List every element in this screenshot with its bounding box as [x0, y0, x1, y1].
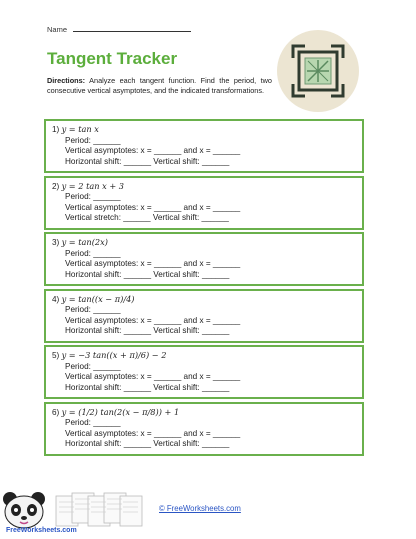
transformation-prompt[interactable]: Horizontal shift: ______ Vertical shift: ______	[65, 326, 230, 336]
directions-text: Analyze each tangent function. Find the period, two consecutive vertical asymptotes, and the indicated transformations.	[47, 76, 272, 95]
problem-box	[44, 402, 364, 456]
problem-number: 6)	[52, 407, 60, 417]
worksheet-thumbnails-icon	[54, 490, 144, 530]
period-prompt[interactable]: Period: ______	[65, 248, 121, 258]
asymptotes-prompt[interactable]: Vertical asymptotes: x = ______ and x = ______	[65, 202, 241, 212]
problem-box	[44, 232, 364, 286]
problem-number: 4)	[52, 294, 60, 304]
name-label: Name	[47, 25, 68, 34]
period-prompt[interactable]: Period: ______	[65, 361, 121, 371]
problem-equation: y = 2 tan x + 3	[61, 180, 125, 191]
period-prompt[interactable]: Period: ______	[65, 305, 121, 315]
problem-list	[44, 119, 364, 458]
problem-equation: y = −3 tan((x + π)/6) − 2	[61, 350, 167, 360]
tangent-logo-icon	[277, 30, 359, 112]
period-prompt[interactable]: Period: ______	[65, 418, 121, 428]
asymptotes-prompt[interactable]: Vertical asymptotes: x = ______ and x = ______	[65, 315, 241, 325]
problem-number: 5)	[52, 351, 60, 360]
directions-label: Directions:	[47, 76, 86, 85]
problem-equation: y = (1/2) tan(2(x − π/8)) + 1	[61, 406, 180, 417]
problem-equation: y = tan x	[61, 124, 99, 134]
transformation-prompt[interactable]: Horizontal shift: ______ Vertical shift: ______	[65, 382, 230, 392]
problem-number: 3)	[52, 238, 60, 247]
period-prompt[interactable]: Period: ______	[65, 135, 121, 145]
problem-box	[44, 289, 364, 343]
problem-box	[44, 345, 364, 399]
transformation-prompt[interactable]: Horizontal shift: ______ Vertical shift: ______	[65, 156, 230, 166]
problem-equation: y = tan(2x)	[61, 237, 108, 247]
problem-box	[44, 176, 364, 230]
footer-copyright-link[interactable]: © FreeWorksheets.com	[159, 504, 241, 513]
problem-box	[44, 119, 364, 173]
problem-number: 1)	[52, 125, 60, 134]
brand-wordmark: FreeWorksheets.com	[6, 527, 77, 534]
asymptotes-prompt[interactable]: Vertical asymptotes: x = ______ and x = ______	[65, 372, 241, 382]
transformation-prompt[interactable]: Vertical stretch: ______ Vertical shift: ______	[65, 213, 229, 223]
period-prompt[interactable]: Period: ______	[65, 192, 121, 202]
asymptotes-prompt[interactable]: Vertical asymptotes: x = ______ and x = ______	[65, 428, 241, 438]
transformation-prompt[interactable]: Horizontal shift: ______ Vertical shift: ______	[65, 439, 230, 449]
transformation-prompt[interactable]: Horizontal shift: ______ Vertical shift: ______	[65, 269, 230, 279]
asymptotes-prompt[interactable]: Vertical asymptotes: x = ______ and x = ______	[65, 146, 241, 156]
page-title: Tangent Tracker	[47, 49, 178, 68]
name-blank-line[interactable]	[73, 24, 191, 32]
asymptotes-prompt[interactable]: Vertical asymptotes: x = ______ and x = ______	[65, 259, 241, 269]
name-row	[47, 24, 191, 34]
directions	[47, 76, 272, 96]
problem-number: 2)	[52, 181, 60, 191]
problem-equation: y = tan((x − π)/4)	[61, 293, 135, 304]
